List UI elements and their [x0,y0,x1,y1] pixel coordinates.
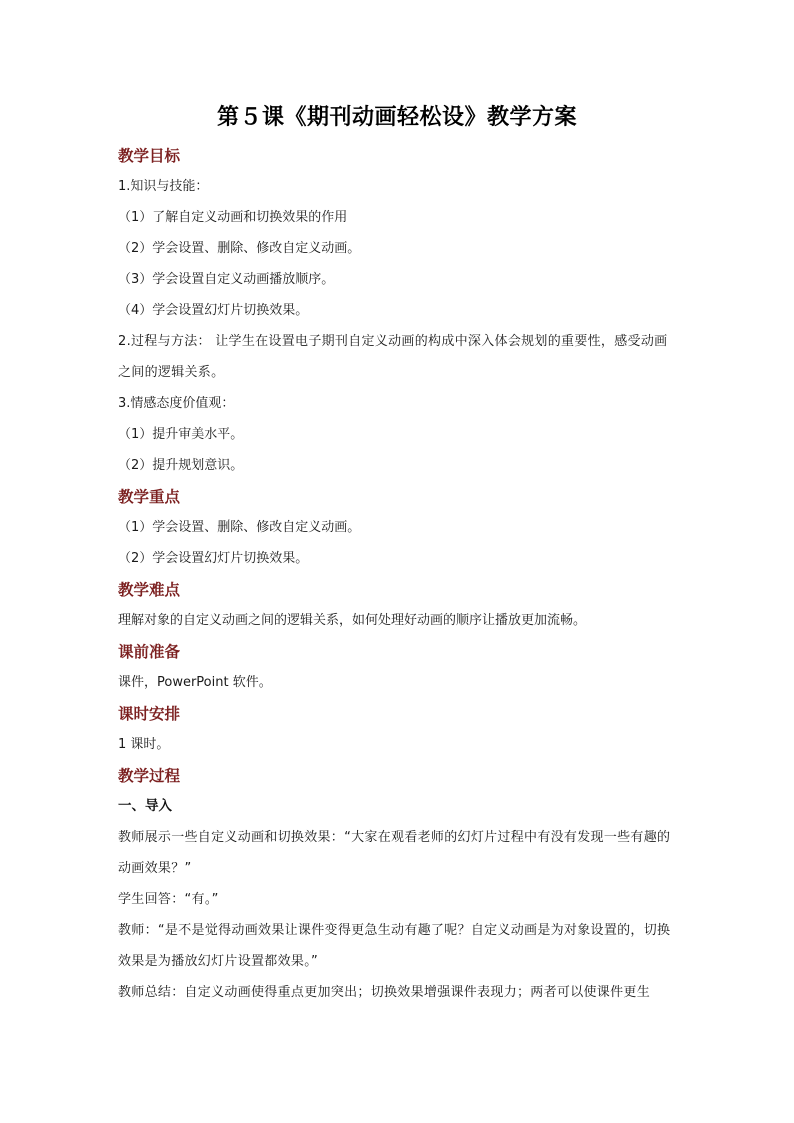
process-sub-heading: 一、导入 [118,798,172,814]
difficulties-text: 理解对象的自定义动画之间的逻辑关系，如何处理好动画的顺序让播放更加流畅。 [118,613,587,628]
process-paragraph: 教师：“是不是觉得动画效果让课件变得更急生动有趣了呢？自定义动画是为对象设置的，切换效果是为播放幻灯片设置都效果。” [118,923,671,969]
key-point-item: （2）学会设置幻灯片切换效果。 [118,551,309,566]
knowledge-item: （1）了解自定义动画和切换效果的作用 [118,210,348,225]
emotion-item: （1）提升审美水平。 [118,427,244,442]
section-heading-preparation: 课前准备 [118,642,181,661]
section-heading-schedule: 课时安排 [118,704,181,723]
section-heading-difficulties: 教学难点 [118,580,181,599]
knowledge-item: （4）学会设置幻灯片切换效果。 [118,303,309,318]
section-heading-goals: 教学目标 [118,146,181,165]
document-title: 第５课《期刊动画轻松设》教学方案 [216,104,577,130]
section-heading-process: 教学过程 [118,766,181,785]
preparation-text: 课件，PowerPoint 软件。 [118,675,272,690]
process-method-text: 2.过程与方法： 让学生在设置电子期刊自定义动画的构成中深入体会规划的重要性，感受动画之间的逻辑关系。 [118,334,668,380]
process-paragraph: 教师展示一些自定义动画和切换效果：“大家在观看老师的幻灯片过程中有没有发现一些有趣的动画效果？” [118,830,671,876]
knowledge-label: 1.知识与技能： [118,179,209,194]
document-body [118,140,678,1008]
emotion-label: 3.情感态度价值观： [118,396,235,411]
section-heading-key-points: 教学重点 [118,487,181,506]
process-paragraph: 学生回答：“有。” [118,892,219,907]
knowledge-item: （2）学会设置、删除、修改自定义动画。 [118,241,361,256]
key-point-item: （1）学会设置、删除、修改自定义动画。 [118,520,361,535]
knowledge-item: （3）学会设置自定义动画播放顺序。 [118,272,335,287]
emotion-item: （2）提升规划意识。 [118,458,244,473]
schedule-text: 1 课时。 [118,737,170,752]
process-paragraph: 教师总结：自定义动画使得重点更加突出；切换效果增强课件表现力；两者可以使课件更生 [118,985,651,1000]
